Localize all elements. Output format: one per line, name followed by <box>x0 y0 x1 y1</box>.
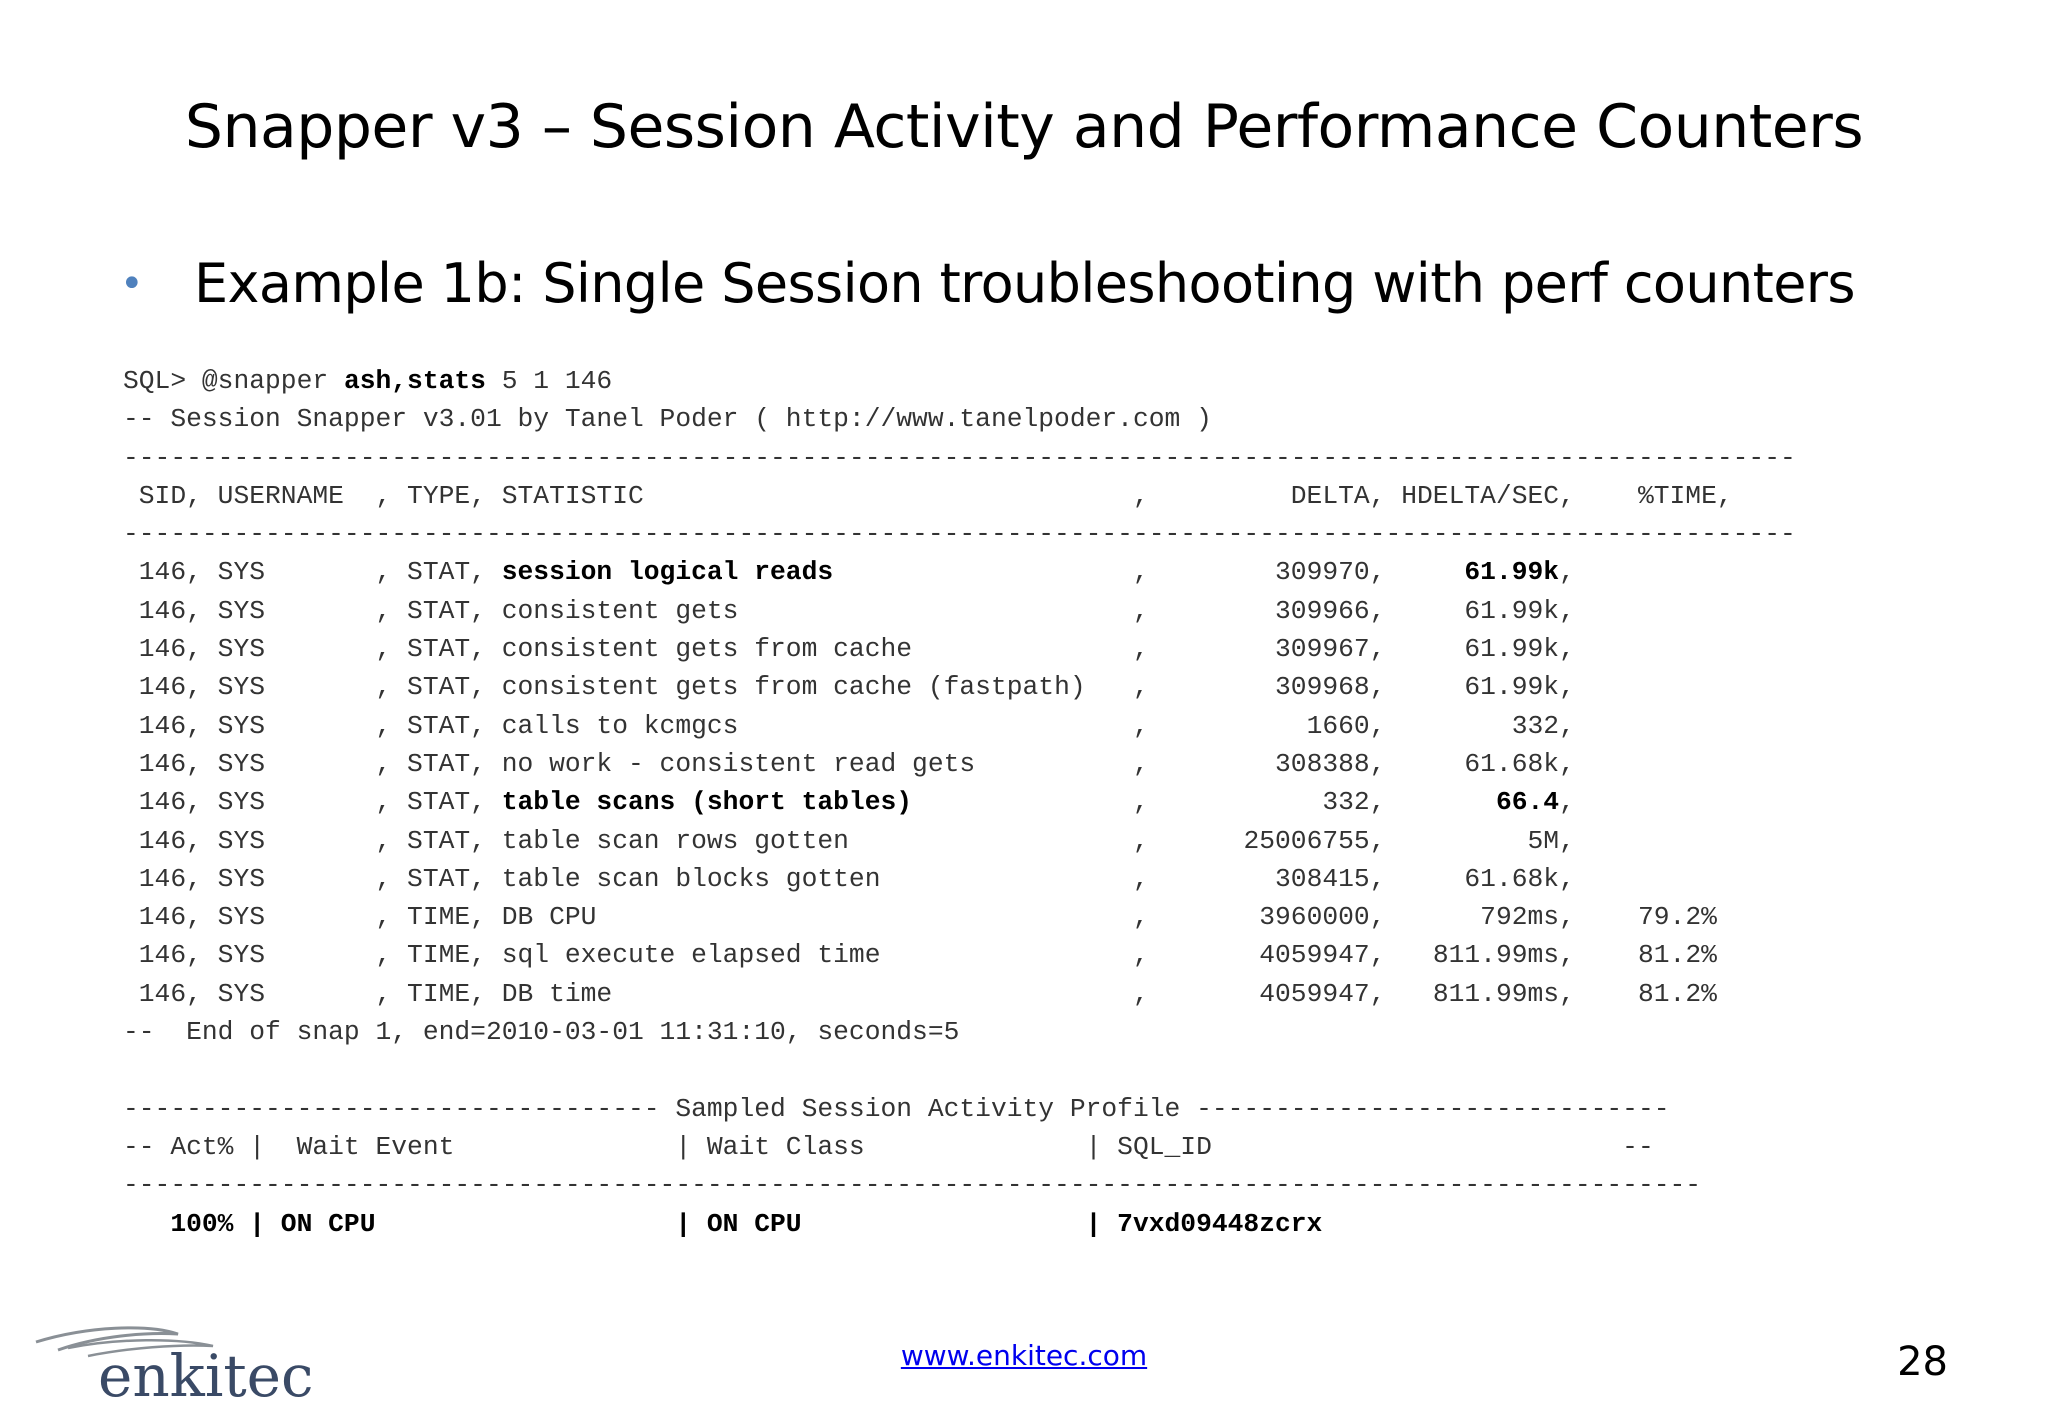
row-time: , <box>1559 672 1575 703</box>
row-statistic: consistent gets from cache (fastpath) <box>501 672 1086 703</box>
prompt-prefix: SQL> @snapper <box>123 366 344 396</box>
blank-line <box>123 1051 1796 1089</box>
rule-line: ---------------------------------------------------------------------------------------------------------- <box>123 442 1796 473</box>
end-of-snap-line: -- End of snap 1, end=2010-03-01 11:31:10, seconds=5 <box>123 1017 960 1048</box>
row-statistic: sql execute elapsed time <box>501 940 881 971</box>
ash-row <box>123 1205 1796 1243</box>
row-delta: , 25006755, <box>848 825 1528 856</box>
row-prefix: 146, SYS , TIME, <box>123 978 502 1009</box>
ash-rule-line: ---------------------------------------------------------------------------------------------------- <box>123 1170 1702 1201</box>
snapper-output <box>123 362 1796 1243</box>
bullet-dot-icon: • <box>120 261 144 307</box>
stat-row <box>123 936 1796 974</box>
row-hdelta: 66.4 <box>1495 787 1560 818</box>
row-hdelta: 792ms <box>1480 902 1560 933</box>
ash-row-text: 100% | ON CPU | ON CPU | 7vxd09448zcrx <box>123 1208 1323 1239</box>
ash-title-line: ---------------------------------- Sampled Session Activity Profile ------------------------------ <box>123 1093 1670 1124</box>
row-prefix: 146, SYS , STAT, <box>123 787 502 818</box>
row-statistic: calls to kcmgcs <box>501 710 739 741</box>
row-hdelta: 61.99k <box>1464 595 1560 626</box>
row-time: , <box>1559 863 1575 894</box>
row-delta: , 4059947, <box>880 940 1433 971</box>
row-prefix: 146, SYS , STAT, <box>123 863 502 894</box>
stat-row <box>123 745 1796 783</box>
row-time: , <box>1559 825 1575 856</box>
row-statistic: consistent gets from cache <box>501 634 913 665</box>
sql-prompt-line <box>123 362 1796 400</box>
row-time: , <box>1559 557 1575 588</box>
rule-line: ---------------------------------------------------------------------------------------------------------- <box>123 519 1796 550</box>
table-header: SID, USERNAME , TYPE, STATISTIC , DELTA, HDELTA/SEC, %TIME, <box>123 480 1733 511</box>
row-hdelta: 61.99k <box>1464 557 1560 588</box>
slide-title: Snapper v3 – Session Activity and Performance Counters <box>184 92 1864 162</box>
stat-row <box>123 668 1796 706</box>
row-prefix: 146, SYS , STAT, <box>123 672 502 703</box>
row-statistic: consistent gets <box>501 595 739 626</box>
row-statistic: no work - consistent read gets <box>501 748 976 779</box>
row-hdelta: 811.99ms <box>1432 978 1560 1009</box>
row-time: , <box>1559 748 1575 779</box>
row-delta: , 309967, <box>912 634 1465 665</box>
prompt-args: ash,stats <box>343 366 486 396</box>
row-prefix: 146, SYS , STAT, <box>123 825 502 856</box>
row-delta: , 309970, <box>833 557 1465 588</box>
stat-row <box>123 975 1796 1013</box>
row-statistic: DB time <box>501 978 613 1009</box>
row-delta: , 308415, <box>880 863 1465 894</box>
row-delta: , 308388, <box>975 748 1465 779</box>
row-statistic: session logical reads <box>501 557 834 588</box>
banner-line: -- Session Snapper v3.01 by Tanel Poder ( http://www.tanelpoder.com ) <box>123 404 1212 435</box>
row-prefix: 146, SYS , TIME, <box>123 940 502 971</box>
row-time: , 81.2% <box>1559 978 1717 1009</box>
row-hdelta: 61.99k <box>1464 634 1560 665</box>
ash-header-line: -- Act% | Wait Event | Wait Class | SQL_ID -- <box>123 1131 1654 1162</box>
row-prefix: 146, SYS , STAT, <box>123 595 502 626</box>
row-delta: , 309968, <box>1085 672 1465 703</box>
page-number: 28 <box>1897 1339 1948 1385</box>
stat-row <box>123 630 1796 668</box>
row-prefix: 146, SYS , STAT, <box>123 557 502 588</box>
row-delta: , 4059947, <box>612 978 1433 1009</box>
row-statistic: table scans (short tables) <box>501 787 913 818</box>
stat-row <box>123 898 1796 936</box>
row-time: , <box>1559 595 1575 626</box>
row-time: , <box>1559 710 1575 741</box>
row-statistic: table scan rows gotten <box>501 825 849 856</box>
footer-link[interactable]: www.enkitec.com <box>900 1339 1148 1372</box>
stat-row <box>123 822 1796 860</box>
stat-row <box>123 553 1796 591</box>
logo-text: enkitec <box>98 1342 314 1410</box>
row-delta: , 332, <box>912 787 1496 818</box>
stat-row <box>123 860 1796 898</box>
row-hdelta: 811.99ms <box>1432 940 1560 971</box>
row-hdelta: 61.68k <box>1464 863 1560 894</box>
row-prefix: 146, SYS , STAT, <box>123 634 502 665</box>
stat-rows <box>123 553 1796 1013</box>
stat-row <box>123 707 1796 745</box>
bullet-text: Example 1b: Single Session troubleshooting with perf counters <box>194 252 1855 315</box>
stat-row <box>123 592 1796 630</box>
row-hdelta: 332 <box>1511 710 1560 741</box>
row-delta: , 1660, <box>738 710 1512 741</box>
prompt-suffix: 5 1 146 <box>485 366 613 396</box>
row-time: , 81.2% <box>1559 940 1717 971</box>
row-time: , 79.2% <box>1559 902 1717 933</box>
row-delta: , 3960000, <box>596 902 1481 933</box>
row-hdelta: 5M <box>1527 825 1560 856</box>
row-prefix: 146, SYS , TIME, <box>123 902 502 933</box>
row-statistic: table scan blocks gotten <box>501 863 881 894</box>
row-hdelta: 61.68k <box>1464 748 1560 779</box>
row-time: , <box>1559 787 1575 818</box>
row-time: , <box>1559 634 1575 665</box>
row-prefix: 146, SYS , STAT, <box>123 748 502 779</box>
row-statistic: DB CPU <box>501 902 597 933</box>
row-delta: , 309966, <box>738 595 1465 626</box>
row-hdelta: 61.99k <box>1464 672 1560 703</box>
stat-row <box>123 783 1796 821</box>
bullet-item <box>120 244 1855 324</box>
row-prefix: 146, SYS , STAT, <box>123 710 502 741</box>
